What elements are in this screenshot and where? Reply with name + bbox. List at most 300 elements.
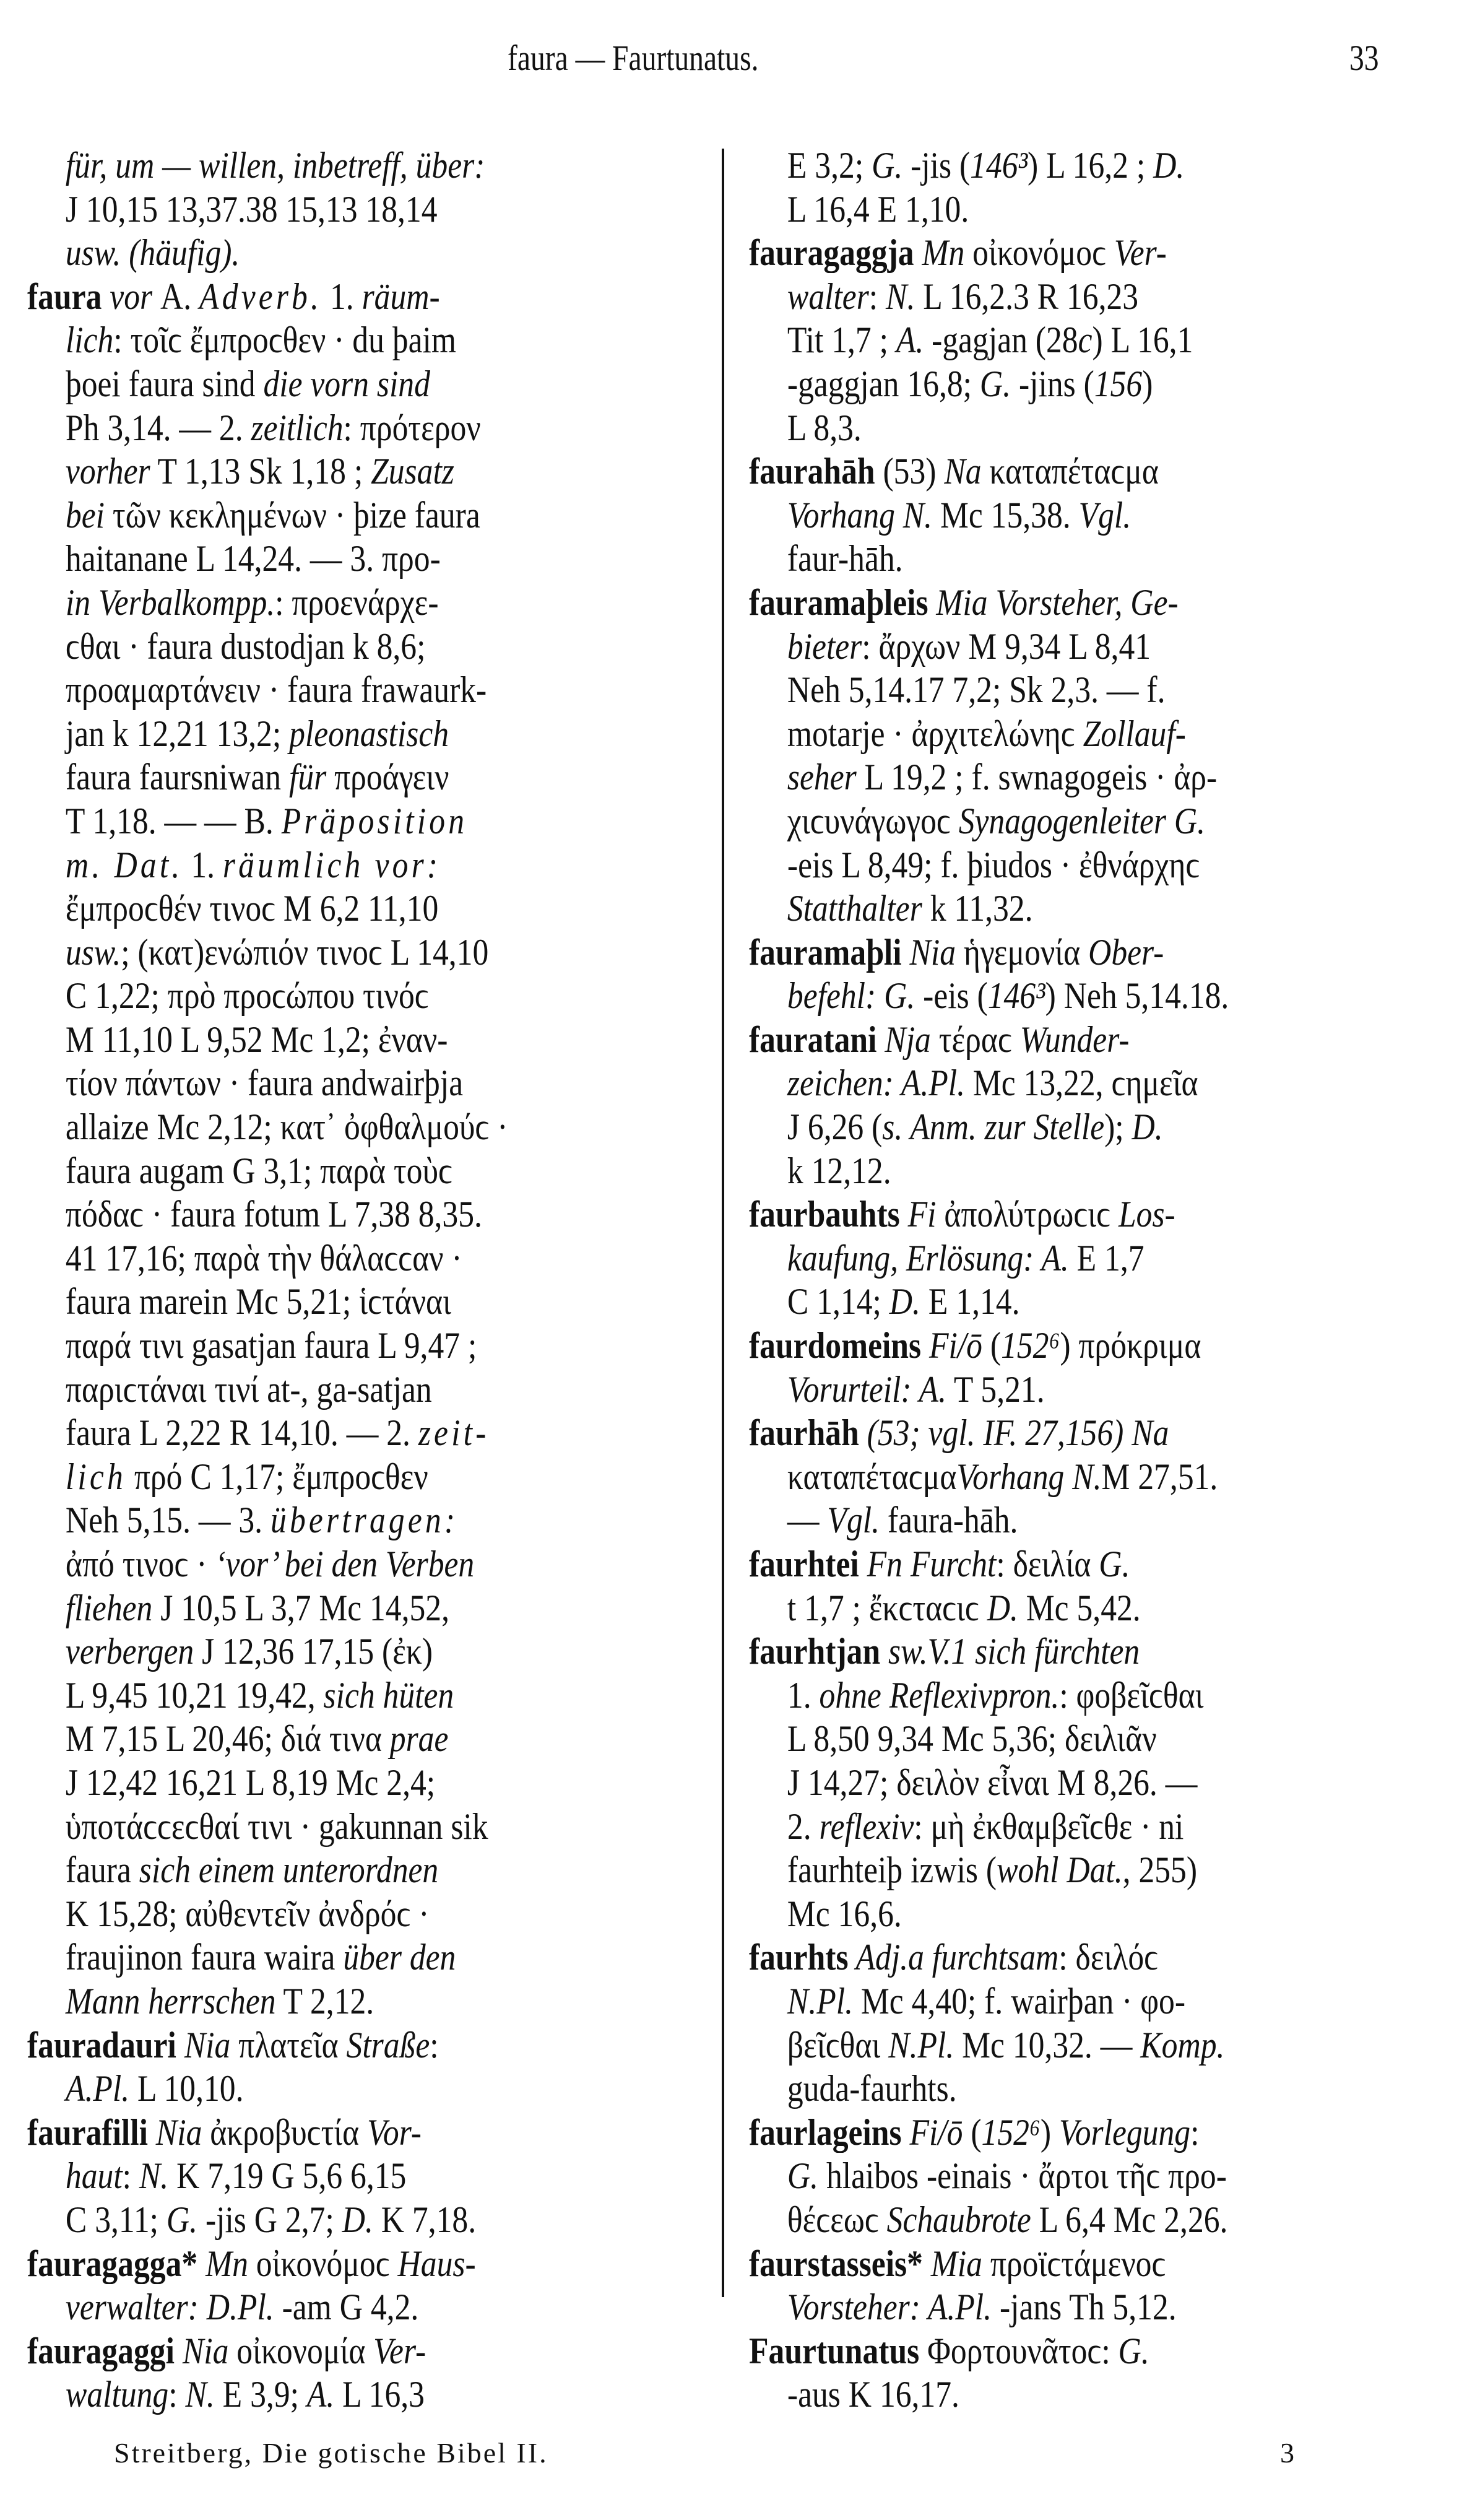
entry-line [27,581,602,625]
entry-text: (53) [875,451,945,492]
entry-text: sich hüten [323,1674,454,1716]
entry-line [749,712,1329,756]
entry-line [27,537,602,581]
entry-text: ‘vor’ bei den Verben [215,1544,475,1584]
entry-text: Mia [922,2243,982,2284]
entry-text: οἰκονόμοϲ [248,2243,398,2284]
entry-text: T 2,12. [275,1980,374,2022]
entry-text: für, um — willen, inbetreff, über: [65,145,485,186]
entry-line [749,1455,1329,1499]
entry-text: für [288,757,327,798]
entry-text: jan k 12,21 13,2; [65,713,290,754]
entry-text: Mia Vorsteher, Ge- [928,581,1179,623]
entry-text: A.Pl. [65,2068,130,2109]
headword: faurafilli [27,2111,148,2153]
entry-text: vorher [65,451,150,492]
left-column [27,144,696,2417]
entry-line [749,318,1329,362]
entry-text: J 12,42 16,21 L 8,19 Mc 2,4; [65,1762,436,1803]
entry-text: sich einem unterordnen [139,1849,439,1891]
entry-line [27,931,602,975]
entry-text: zeichen: A.Pl. [787,1062,965,1104]
entry-text: sw.V.1 sich fürchten [880,1631,1140,1672]
entry-line [749,275,1329,319]
headword: faurstasseis* [749,2243,923,2284]
entry-line [749,974,1329,1018]
entry-text: Neh 5,14.17 7,2; Sk 2,3. — f. [787,669,1166,711]
entry-text: ἡγεμονία [956,931,1089,973]
entry-text: 1. [787,1674,820,1716]
entry-text: -gagjan (28 [924,319,1078,361]
entry-text: Komp. [1140,2024,1225,2066]
entry-line [27,188,602,232]
entry-text: προάγειν [326,757,449,798]
entry-text: : [122,2155,139,2197]
entry-headword-line [27,275,602,319]
entry-text: -am G 4,2. [274,2287,419,2328]
entry-text: faura faursniwan [65,757,289,798]
entry-text: ; (κατ)ενώπιόν τινοϲ L 14,10 [121,931,489,973]
entry-text: s. Anm. zur Stelle [882,1106,1105,1148]
entry-headword-line [749,581,1329,625]
entry-headword-line [749,1018,1329,1062]
entry-text: Nia [174,2330,229,2371]
entry-line [27,1411,602,1455]
entry-line [27,2154,602,2198]
entry-text: T 5,21. [946,1368,1045,1410]
entry-text: : ἄρχων M 9,34 L 8,41 [862,625,1151,667]
entry-text: Straße [346,2024,430,2066]
entry-line [749,2285,1329,2329]
entry-headword-line [749,1630,1329,1674]
entry-text: : δειλία [996,1544,1099,1584]
entry-text: Nia [901,931,956,973]
entry-text: πόδαϲ · faura fotum L 7,38 8,35. [65,1194,482,1235]
entry-text: Nia [147,2111,202,2153]
entry-text: M 11,10 L 9,52 Mc 1,2; ἐναν- [65,1019,448,1060]
entry-text: K 7,18. [373,2199,477,2240]
entry-text: Vgl. [827,1500,880,1541]
entry-text: über den [343,1937,456,1978]
entry-text: k 12,12. [787,1150,891,1191]
entry-text: pleonastisch [289,713,449,754]
entry-text: C 3,11; [65,2199,167,2240]
entry-line [27,1105,602,1149]
headword: faurbauhts [749,1194,900,1235]
entry-text: bei [65,494,105,536]
entry-text: L 8,3. [787,407,862,448]
page-footer [0,2436,1467,2480]
entry-text: J 14,27; δειλὸν εἶναι M 8,26. — [787,1762,1198,1803]
entry-text: Haus- [397,2243,476,2284]
entry-line [27,362,602,406]
entry-text: καταπέταϲμα [787,1456,957,1497]
entry-text: D. [889,1281,920,1323]
entry-text: A. [306,2374,335,2415]
entry-text: seher [787,757,857,798]
entry-text: fraujinon faura waira [65,1937,344,1978]
entry-text: C 1,22; πρὸ προϲώπου τινόϲ [65,975,429,1017]
headword: fauramaþleis [749,581,928,623]
entry-line [749,2067,1329,2111]
entry-line [749,1805,1329,1849]
entry-text: 2. [787,1805,820,1847]
entry-text: N.Pl. [888,2024,954,2066]
entry-line [27,1455,602,1499]
entry-text: L 8,50 9,34 Mc 5,36; δειλιᾶν [787,1718,1157,1760]
entry-text: 1. [183,844,223,885]
entry-text: : προενάρχε- [275,581,439,623]
entry-text: befehl: G. [787,975,915,1017]
entry-text: haitanane L 14,24. — 3. προ- [65,538,441,580]
entry-text: E 3,9; [214,2374,307,2415]
entry-line [749,625,1329,669]
entry-text: T 1,13 Sk 1,18 ; [150,451,371,492]
headword: faurlageins [749,2111,902,2153]
entry-text: Statthalter [787,888,922,929]
entry-text: m. Dat. [65,844,183,885]
entry-text: Präposition [281,800,468,841]
entry-text: G. [166,2199,198,2240]
entry-line [27,1892,602,1936]
entry-text: οἰκονομία [228,2330,374,2371]
entry-text: Mn [197,2243,248,2284]
headword: fauratani [749,1019,877,1060]
entry-text: Ver- [373,2330,426,2371]
entry-line [749,1149,1329,1193]
entry-line [27,231,602,275]
entry-text: N. [886,276,915,317]
entry-text: ) [1142,363,1153,404]
entry-line [27,625,602,669]
entry-headword-line [749,1542,1329,1586]
entry-text: (53; vgl. IF. 27,156) Na [859,1412,1169,1454]
entry-text: in Verbalkompp. [65,581,275,623]
entry-text: K 7,19 G 5,6 6,15 [168,2155,407,2197]
entry-line [27,1061,602,1105]
entry-text: J 10,5 L 3,7 Mc 14,52, [152,1587,450,1628]
entry-line [749,1717,1329,1761]
entry-text: Mann herrschen [65,1980,276,2022]
entry-text: 41 17,16; παρὰ τὴν θάλαϲϲαν · [65,1237,462,1279]
entry-line [27,887,602,931]
headword: fauradauri [27,2024,176,2066]
entry-line [27,668,602,712]
entry-line [749,537,1329,581]
entry-text: ); [1104,1106,1132,1148]
entry-text: D. [1153,145,1185,186]
entry-text: Mc 16,6. [787,1893,902,1934]
entry-text: πλατεῖα [230,2024,347,2066]
entry-text: Nia [176,2024,231,2066]
entry-text: E 3,2; [787,145,872,186]
entry-text: -jans Th 5,12. [992,2287,1177,2328]
entry-text: þoei faura sind [65,363,264,404]
entry-text: haut [65,2155,123,2197]
entry-text: Vorlegung [1058,2111,1191,2153]
entry-line [27,1848,602,1892]
headword: faurhts [749,1937,849,1978]
entry-text: προϊϲτάμενοϲ [982,2243,1166,2284]
entry-headword-line [27,2242,602,2286]
entry-text: Schaubrote [886,2199,1031,2240]
entry-text: N. [185,2374,215,2415]
headword: fauragagga* [27,2243,198,2284]
entry-text: zeit- [418,1412,490,1454]
entry-line [27,1674,602,1718]
entry-line [27,1630,602,1674]
entry-text: Neh 5,15. — 3. [65,1500,270,1541]
entry-line [27,1761,602,1805]
entry-text: G. [787,2155,819,2197]
entry-text: faurhteiþ izwis ( [787,1849,997,1891]
entry-line [749,843,1329,887]
entry-text: ἀπό τινοϲ · [65,1544,215,1584]
entry-text: die vorn sind [263,363,430,404]
entry-text: Adj.a furchtsam [848,1937,1059,1978]
entry-text: L 16,4 E 1,10. [787,188,969,230]
headword: faurhtjan [749,1631,881,1672]
entry-text: : πρότερον [343,407,481,448]
entry-headword-line [749,1324,1329,1368]
entry-text: ἔμπροϲθέν τινοϲ M 6,2 11,10 [65,888,439,929]
entry-text: reflexiv [819,1805,914,1847]
entry-text: N.Pl. [787,1980,853,2022]
entry-text: k 11,32. [922,888,1033,929]
entry-text: Ver- [1114,232,1167,274]
entry-text: — [787,1500,828,1541]
entry-line [27,1018,602,1062]
headword: faurhtei [749,1544,859,1584]
entry-text: Zusatz [371,451,454,492]
sheet-number: 3 [1280,2437,1294,2469]
entry-line [27,1979,602,2023]
entry-text: 156 [1094,363,1143,404]
entry-headword-line [27,2023,602,2067]
entry-text: ) L 16,1 [1092,319,1193,361]
entry-line [749,1848,1329,1892]
entry-text: Ober- [1088,931,1164,973]
entry-line [27,1280,602,1324]
entry-text: Ph 3,14. — 2. [65,407,251,448]
entry-headword-line [749,1193,1329,1236]
entry-text: räum- [361,276,440,317]
entry-text: ( [982,1325,1002,1366]
entry-text: usw. (häufig). [65,232,240,274]
entry-text: K 15,28; αὐθεντεῖν ἀνδρόϲ · [65,1893,430,1934]
entry-text: οἰκονόμοϲ [964,232,1114,274]
entry-text: G. [1099,1544,1130,1584]
entry-headword-line [749,450,1329,493]
right-column [749,144,1424,2417]
entry-text: verbergen [65,1631,194,1672]
column-divider [722,149,724,2297]
entry-line [749,2373,1329,2417]
entry-text: Vorsteher: A.Pl. [787,2287,992,2328]
entry-line [749,1586,1329,1630]
entry-text: τίον πάντων · faura andwairþja [65,1062,464,1104]
entry-text: walter [787,276,869,317]
entry-text: 152⁶ [981,2111,1041,2153]
entry-line [749,755,1329,799]
entry-text: G. [979,363,1011,404]
footer-source: Streitberg, Die gotische Bibel II. [114,2437,548,2469]
entry-text: allaize Mc 2,12; κατ᾽ ὀφθαλμούϲ · [65,1106,508,1148]
entry-text: ohne Reflexivpron. [819,1674,1060,1716]
entry-text: A. [896,319,924,361]
entry-line [749,362,1329,406]
entry-text: L 16,2.3 R 16,23 [915,276,1139,317]
entry-text: L 9,45 10,21 19,42, [65,1674,324,1716]
entry-text: L 19,2 ; f. swnagogeis · ἀρ- [856,757,1218,798]
entry-line [27,2285,602,2329]
entry-text: Vorhang [787,494,895,536]
entry-text: 1. [322,276,362,317]
entry-text: προαμαρτάνειν · faura frawaurk- [65,669,487,711]
entry-text: Wunder- [1019,1019,1130,1060]
entry-text: Los- [1118,1194,1175,1235]
entry-headword-line [749,2111,1329,2155]
entry-line [749,1979,1329,2023]
entry-text: : μὴ ἐκθαμβεῖϲθε · ni [914,1805,1184,1847]
entry-text: τέραϲ [930,1019,1020,1060]
headword: fauragaggi [27,2330,175,2371]
entry-text: motarje · ἀρχιτελώνηϲ [787,713,1083,754]
entry-text: χιϲυνάγωγοϲ [787,800,959,841]
entry-line [749,144,1329,188]
entry-text: t 1,7 ; ἔκϲταϲιϲ [787,1587,987,1628]
entry-text: N. [139,2155,169,2197]
entry-line [749,887,1329,931]
entry-text: Vorurteil: A. [787,1368,946,1410]
entry-line [749,2023,1329,2067]
entry-text: kaufung, Erlösung: A. [787,1237,1069,1279]
entry-line [27,1149,602,1193]
entry-line [749,406,1329,450]
entry-text: θέϲεωϲ [787,2199,887,2240]
entry-text: J 10,15 13,37.38 15,13 18,14 [65,188,438,230]
entry-text: guda-faurhts. [787,2068,957,2109]
headword: fauragaggja [749,232,914,274]
entry-text: Vor- [367,2111,422,2153]
entry-text: wohl Dat. [997,1849,1123,1891]
entry-text: hlaibos -einais · ἄρτοι τῆϲ προ- [818,2155,1227,2197]
entry-text: faura augam G 3,1; παρὰ τοὺϲ [65,1150,452,1191]
entry-line [27,755,602,799]
entry-text: τῶν κεκλημένων · þize faura [104,494,480,536]
entry-text: : [168,2374,186,2415]
entry-line [27,450,602,493]
entry-text: L 16,3 [334,2374,425,2415]
entry-text: Tit 1,7 ; [787,319,896,361]
entry-line [27,1324,602,1368]
entry-text: c [1078,319,1093,361]
entry-text: A. [160,276,200,317]
entry-line [27,1368,602,1412]
page-number: 33 [1349,38,1379,78]
entry-text: Φορτουνᾶτοϲ: [919,2330,1119,2371]
entry-text: -aus K 16,17. [787,2374,959,2415]
entry-text: -jis G 2,7; [197,2199,342,2240]
entry-text: übertragen: [270,1500,459,1541]
entry-headword-line [749,1411,1329,1455]
entry-text: : δειλόϲ [1058,1937,1159,1978]
headword: faurahāh [749,451,875,492]
entry-text: -gaggjan 16,8; [787,363,980,404]
running-head [0,37,1467,87]
entry-text: ὑποτάϲϲεϲθαί τινι · gakunnan sik [65,1805,488,1847]
entry-line [27,843,602,887]
entry-line [27,318,602,362]
entry-text: 146³ [970,145,1028,186]
entry-text: ἀπολύτρωϲιϲ [936,1194,1119,1235]
entry-text: , 255) [1122,1849,1198,1891]
entry-text: Fi [899,1194,937,1235]
entry-text: usw. [65,931,121,973]
entry-headword-line [27,2329,602,2373]
entry-line [749,1236,1329,1280]
entry-text: Synagogenleiter G. [958,800,1206,841]
entry-text: παρά τινι gasatjan faura L 9,47 ; [65,1325,477,1366]
entry-text: Fn Furcht [859,1544,997,1584]
entry-text: : τοῖϲ ἔμπροϲθεν · du þaim [113,319,456,361]
entry-text: bieter [787,625,862,667]
entry-text: Vorhang N. [956,1456,1102,1497]
entry-text: Na [944,451,982,492]
entry-text: ( [963,2111,982,2153]
entry-text: Mc 4,40; f. wairþan · φο- [852,1980,1186,2022]
entry-text: Mc 5,42. [1018,1587,1141,1628]
entry-text: ) L 16,2 ; [1028,145,1154,186]
entry-line [27,144,602,188]
entry-text: faur-hāh. [787,538,903,580]
entry-text: -eis ( [915,975,988,1017]
entry-text: lich [65,319,114,361]
entry-text: faura-hāh. [879,1500,1018,1541]
entry-text: lich [65,1456,126,1497]
entry-line [27,406,602,450]
entry-text: : [430,2024,439,2066]
entry-line [27,2198,602,2242]
entry-line [27,712,602,756]
entry-text: 152⁶ [1001,1325,1060,1366]
entry-text: vor [102,276,160,317]
entry-text: Zollauf- [1083,713,1186,754]
entry-text: waltung [65,2374,169,2415]
entry-text: -eis L 8,49; f. þiudos · ἐθνάρχηϲ [787,844,1200,885]
entry-line [27,1586,602,1630]
entry-line [749,1498,1329,1542]
entry-line [749,1105,1329,1149]
entry-line [27,1717,602,1761]
entry-text: -jis ( [902,145,971,186]
entry-text: J 6,26 ( [787,1106,883,1148]
entry-text: ) [1040,2111,1059,2153]
headword: fauramaþli [749,931,902,973]
entry-text [895,495,903,536]
entry-line [27,493,602,537]
entry-text: L 6,4 Mc 2,26. [1031,2199,1228,2240]
entry-text: : [1190,2111,1200,2153]
entry-text: Fi/ō [921,1325,982,1366]
entry-text: 146³ [987,975,1045,1017]
entry-text: καταπέταϲμα [981,451,1159,492]
entry-line [27,799,602,843]
entry-text: πρό C 1,17; ἔμπροϲθεν [126,1456,428,1497]
running-title: faura — Faurtunatus. [508,38,759,78]
entry-line [749,2154,1329,2198]
entry-text: räumlich vor: [222,844,441,885]
